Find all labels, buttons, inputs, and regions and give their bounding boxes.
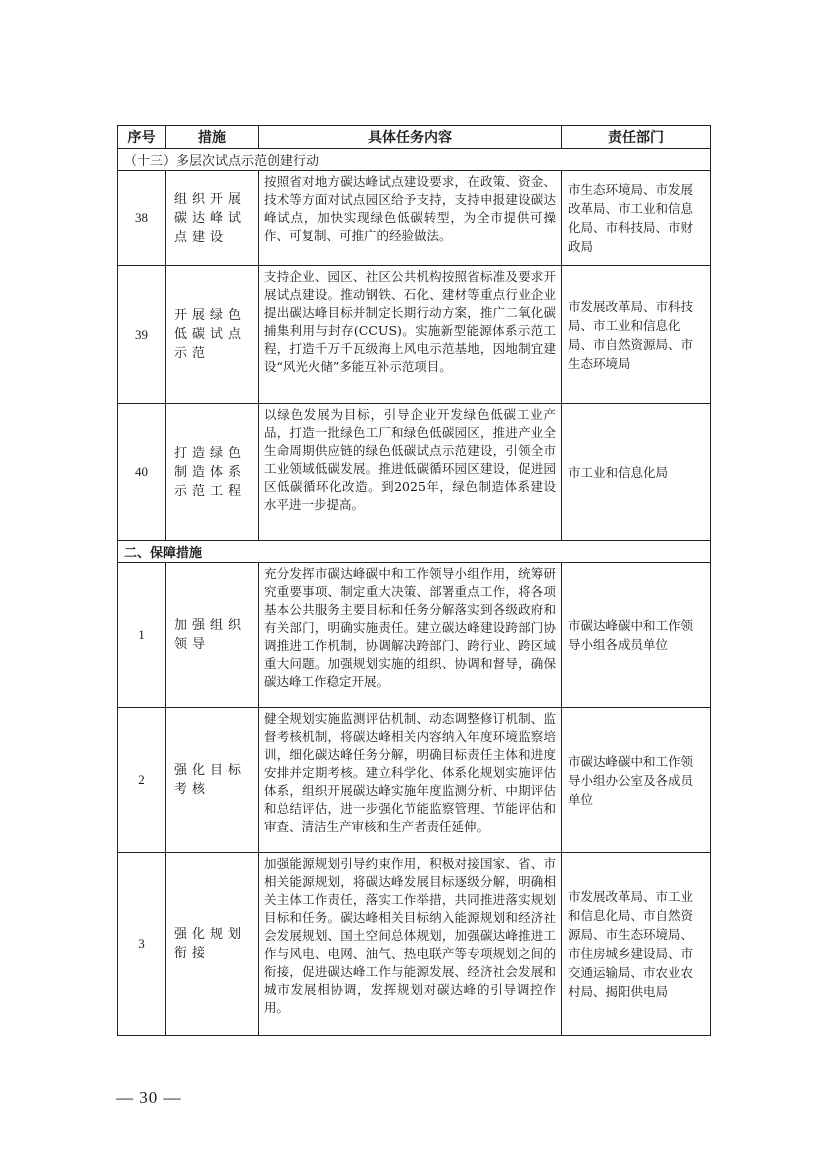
row-number: 3 [118,853,166,1036]
row-measure: 打造绿色制造体系示范工程 [166,404,259,541]
row-dept: 市碳达峰碳中和工作领导小组各成员单位 [562,563,711,708]
row-content: 按照省对地方碳达峰试点建设要求，在政策、资金、技术等方面对试点园区给予支持，支持申报建设碳达峰试点，加快实现绿色低碳转型，为全市提供可操作、可复制、可推广的经验做法。 [259,171,562,266]
row-number: 1 [118,563,166,708]
table-row [118,563,711,708]
row-measure: 开展绿色低碳试点示范 [166,266,259,404]
row-content: 以绿色发展为目标，引导企业开发绿色低碳工业产品，打造一批绿色工厂和绿色低碳园区，推进产业全生命周期供应链的绿色低碳试点示范建设，引领全市工业领域低碳发展。推进低碳循环园区建设，促进园区低碳循环化改造。到2025年，绿色制造体系建设水平进一步提高。 [259,404,562,541]
table-row [118,266,711,404]
table-row [118,708,711,853]
row-dept: 市生态环境局、市发展改革局、市工业和信息化局、市科技局、市财政局 [562,171,711,266]
table-row [118,404,711,541]
table-row [118,171,711,266]
row-measure: 组织开展碳达峰试点建设 [166,171,259,266]
row-measure: 加强组织领导 [166,563,259,708]
section-row [118,541,711,563]
row-dept: 市工业和信息化局 [562,404,711,541]
row-measure: 强化规划衔接 [166,853,259,1036]
section-row [118,149,711,171]
section-title: （十三）多层次试点示范创建行动 [118,149,711,171]
row-dept: 市发展改革局、市科技局、市工业和信息化局、市自然资源局、市生态环境局 [562,266,711,404]
row-dept: 市发展改革局、市工业和信息化局、市自然资源局、市生态环境局、市住房城乡建设局、市交通运输局、市农业农村局、揭阳供电局 [562,853,711,1036]
table-row [118,853,711,1036]
header-number: 序号 [118,126,166,149]
row-content: 支持企业、园区、社区公共机构按照省标准及要求开展试点建设。推动钢铁、石化、建材等重点行业企业提出碳达峰目标并制定长期行动方案，推广二氧化碳捕集利用与封存(CCUS)。实施新型能源体系示范工程，打造千万千瓦级海上风电示范基地，因地制宜建设“风光火储”多能互补示范项目。 [259,266,562,404]
header-task-content: 具体任务内容 [259,126,562,149]
measures-table [117,125,711,1036]
row-number: 38 [118,171,166,266]
row-number: 40 [118,404,166,541]
header-responsible-dept: 责任部门 [562,126,711,149]
page-number: — 30 — [116,1088,182,1107]
table-header-row [118,126,711,149]
row-measure: 强化目标考核 [166,708,259,853]
row-dept: 市碳达峰碳中和工作领导小组办公室及各成员单位 [562,708,711,853]
section-title: 二、保障措施 [118,541,711,563]
header-measure: 措施 [166,126,259,149]
row-number: 2 [118,708,166,853]
row-content: 健全规划实施监测评估机制、动态调整修订机制、监督考核机制，将碳达峰相关内容纳入年度环境监察培训，细化碳达峰任务分解，明确目标责任主体和进度安排并定期考核。建立科学化、体系化规划实施评估体系，组织开展碳达峰实施年度监测分析、中期评估和总结评估，进一步强化节能监察管理、节能评估和审查、清洁生产审核和生产者责任延伸。 [259,708,562,853]
row-content: 加强能源规划引导约束作用，积极对接国家、省、市相关能源规划，将碳达峰发展目标逐级分解，明确相关主体工作责任，落实工作举措，共同推进落实规划目标和任务。碳达峰相关目标纳入能源规划和经济社会发展规划、国土空间总体规划，加强碳达峰推进工作与风电、电网、油气、热电联产等专项规划之间的衔接，促进碳达峰工作与能源发展、经济社会发展和城市发展相协调，发挥规划对碳达峰的引导调控作用。 [259,853,562,1036]
row-number: 39 [118,266,166,404]
row-content: 充分发挥市碳达峰碳中和工作领导小组作用，统筹研究重要事项、制定重大决策、部署重点工作，将各项基本公共服务主要目标和任务分解落实到各级政府和有关部门，明确实施责任。建立碳达峰建设跨部门协调推进工作机制，协调解决跨部门、跨行业、跨区域重大问题。加强规划实施的组织、协调和督导，确保碳达峰工作稳定开展。 [259,563,562,708]
